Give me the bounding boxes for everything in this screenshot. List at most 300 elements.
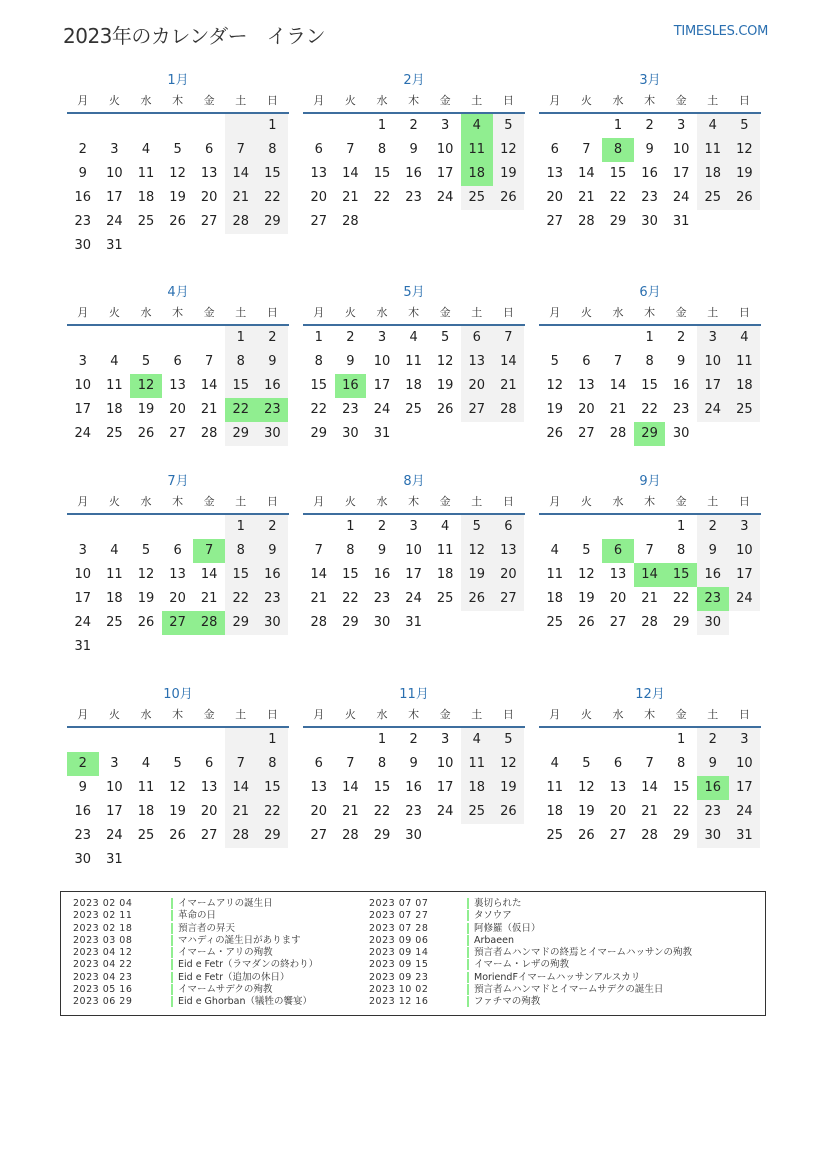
day-cell: 29 [373, 828, 391, 843]
day-cell: 5 [141, 354, 151, 369]
day-cell: 20 [169, 591, 186, 606]
empty-cell [193, 515, 225, 539]
day-cell: 3 [377, 330, 387, 345]
empty-cell [130, 848, 162, 872]
day-cell: 1 [257, 728, 289, 752]
empty-cell [539, 114, 571, 138]
day-cell: 18 [461, 776, 493, 800]
weekday-label: 金 [203, 708, 215, 721]
empty-cell [539, 728, 571, 752]
day-cell: 3 [78, 354, 87, 369]
weekday-header [67, 90, 289, 114]
holiday-entry [369, 959, 692, 971]
day-cell: 1 [225, 515, 257, 539]
weekday-label: 火 [108, 495, 120, 508]
day-cell: 16 [74, 190, 92, 205]
day-cell: 7 [613, 354, 623, 369]
month-name: 7月 [167, 474, 189, 489]
holiday-day-cell: 16 [697, 776, 729, 800]
empty-cell [162, 515, 194, 539]
day-cell: 29 [609, 214, 627, 229]
day-cell: 16 [405, 780, 422, 795]
holiday-entry [73, 935, 318, 947]
day-cell: 2 [645, 118, 654, 133]
day-cell: 10 [74, 567, 92, 582]
day-cell: 11 [436, 543, 454, 558]
weekday-label: 月 [77, 495, 89, 508]
weekday-label: 土 [707, 708, 719, 721]
holiday-name: ファチマの殉教 [474, 996, 541, 1008]
day-cell: 4 [110, 354, 119, 369]
weekday-label: 水 [612, 708, 624, 721]
holiday-date: 2023 07 28 [369, 922, 429, 934]
empty-cell [130, 234, 162, 258]
weekday-label: 火 [580, 495, 592, 508]
month-calendar [303, 473, 525, 635]
day-cell: 3 [441, 732, 450, 747]
holiday-day-cell: 15 [665, 563, 697, 587]
holiday-marker [171, 935, 173, 946]
day-cell: 13 [609, 567, 627, 582]
day-cell: 19 [169, 190, 186, 205]
empty-cell [162, 234, 194, 258]
day-cell: 8 [225, 350, 257, 374]
day-cell: 27 [310, 828, 328, 843]
day-cell: 10 [729, 539, 761, 563]
weekday-label: 土 [471, 495, 483, 508]
day-cell: 10 [729, 752, 761, 776]
day-cell: 27 [609, 615, 627, 630]
weekday-label: 金 [439, 94, 451, 107]
day-cell: 6 [550, 142, 559, 157]
day-cell: 7 [225, 752, 257, 776]
holiday-entry [73, 947, 318, 959]
empty-cell [162, 728, 194, 752]
day-cell: 23 [405, 190, 422, 205]
holiday-entry [369, 923, 692, 935]
day-cell: 1 [257, 114, 289, 138]
day-cell: 24 [672, 190, 690, 205]
day-cell: 26 [578, 615, 595, 630]
empty-cell [130, 635, 162, 659]
empty-cell [225, 234, 257, 258]
day-cell: 3 [110, 142, 119, 157]
weekday-label: 日 [266, 94, 278, 107]
day-cell: 21 [225, 800, 257, 824]
empty-cell [99, 515, 131, 539]
weekday-label: 土 [707, 495, 719, 508]
day-cell: 3 [110, 756, 119, 771]
day-cell: 3 [677, 118, 686, 133]
day-cell: 23 [342, 402, 359, 417]
day-cell: 18 [729, 374, 761, 398]
weekday-label: 月 [77, 94, 89, 107]
holiday-date: 2023 12 16 [369, 996, 429, 1008]
holiday-entry [369, 947, 692, 959]
day-cell: 9 [409, 756, 418, 771]
day-cell: 17 [697, 374, 729, 398]
holiday-entry [369, 935, 692, 947]
day-cell: 30 [74, 238, 92, 253]
day-cell: 14 [578, 166, 595, 181]
weekday-label: 月 [313, 495, 325, 508]
holiday-day-cell: 6 [602, 539, 634, 563]
day-cell: 22 [257, 800, 289, 824]
day-cell: 1 [377, 732, 387, 747]
empty-cell [602, 326, 634, 350]
holiday-name: MoriendFイマームハッサンアルスカリ [474, 971, 641, 983]
day-cell: 6 [205, 756, 214, 771]
day-cell: 23 [373, 591, 391, 606]
empty-cell [193, 635, 225, 659]
day-cell: 15 [672, 780, 690, 795]
day-cell: 31 [106, 852, 123, 867]
day-cell: 9 [645, 142, 654, 157]
day-cell: 26 [578, 828, 595, 843]
day-cell: 19 [546, 402, 564, 417]
day-cell: 11 [546, 780, 564, 795]
day-cell: 19 [137, 402, 155, 417]
weekday-label: 木 [408, 94, 420, 107]
day-cell: 26 [461, 587, 493, 611]
day-cell: 3 [78, 543, 87, 558]
day-cell: 28 [641, 828, 658, 843]
holiday-name: Arbaeen [474, 934, 514, 946]
holiday-marker [467, 972, 469, 983]
month-calendar [67, 686, 289, 872]
site-link[interactable]: TIMESLES.COM [673, 24, 768, 39]
day-cell: 5 [582, 543, 591, 558]
day-grid [67, 515, 289, 659]
day-cell: 18 [436, 567, 454, 582]
day-cell: 10 [697, 350, 729, 374]
day-cell: 30 [672, 426, 690, 441]
weekday-label: 月 [549, 708, 561, 721]
day-cell: 4 [141, 756, 151, 771]
day-cell: 1 [346, 519, 355, 534]
holiday-name: マハディの誕生日があります [178, 934, 301, 946]
weekday-label: 木 [172, 708, 184, 721]
holiday-column-right [369, 898, 692, 1009]
day-cell: 16 [405, 166, 422, 181]
day-cell: 8 [677, 543, 686, 558]
day-grid [67, 114, 289, 258]
day-cell: 19 [137, 591, 155, 606]
day-cell: 26 [436, 402, 454, 417]
empty-cell [193, 848, 225, 872]
day-cell: 6 [173, 354, 182, 369]
weekday-header [303, 704, 525, 728]
holiday-marker [467, 959, 469, 970]
day-cell: 18 [546, 591, 564, 606]
holiday-marker [171, 923, 173, 934]
weekday-label: 火 [344, 708, 356, 721]
day-cell: 11 [461, 752, 493, 776]
empty-cell [193, 326, 225, 350]
empty-cell [335, 114, 367, 138]
day-cell: 16 [697, 563, 729, 587]
day-cell: 12 [436, 354, 454, 369]
holiday-marker [171, 898, 173, 909]
day-cell: 30 [405, 828, 422, 843]
weekday-label: 日 [738, 94, 750, 107]
empty-cell [429, 824, 461, 848]
holiday-day-cell: 18 [461, 162, 493, 186]
day-cell: 19 [729, 162, 761, 186]
empty-cell [225, 635, 257, 659]
day-cell: 15 [342, 567, 359, 582]
day-cell: 1 [314, 330, 323, 345]
empty-cell [602, 515, 634, 539]
holiday-date: 2023 04 23 [73, 971, 133, 983]
day-cell: 21 [641, 804, 658, 819]
day-cell: 12 [169, 780, 186, 795]
holiday-name: イマーム・アリの殉教 [178, 947, 273, 959]
day-cell: 31 [74, 639, 92, 654]
day-cell: 17 [436, 780, 454, 795]
day-grid [67, 728, 289, 872]
day-cell: 18 [137, 190, 155, 205]
day-cell: 20 [200, 190, 218, 205]
day-cell: 2 [697, 515, 729, 539]
day-cell: 19 [461, 563, 493, 587]
holiday-day-cell: 4 [461, 114, 493, 138]
holiday-name: イマーム・レザの殉教 [474, 959, 570, 971]
holiday-date: 2023 05 16 [73, 984, 133, 996]
holiday-date: 2023 09 14 [369, 947, 429, 959]
holiday-entry [369, 910, 692, 922]
day-cell: 20 [609, 591, 627, 606]
holiday-entry [369, 898, 692, 910]
weekday-label: 火 [580, 306, 592, 319]
page-title: 2023年のカレンダー イラン [63, 24, 326, 48]
day-cell: 25 [546, 828, 564, 843]
empty-cell [303, 728, 335, 752]
day-cell: 12 [461, 539, 493, 563]
day-cell: 31 [373, 426, 391, 441]
day-cell: 13 [609, 780, 627, 795]
weekday-label: 木 [172, 94, 184, 107]
weekday-header [303, 302, 525, 326]
empty-cell [493, 422, 525, 446]
day-cell: 17 [74, 591, 92, 606]
day-cell: 20 [578, 402, 595, 417]
empty-cell [99, 635, 131, 659]
day-cell: 20 [169, 402, 186, 417]
day-cell: 8 [645, 354, 654, 369]
weekday-label: 月 [313, 708, 325, 721]
day-cell: 13 [546, 166, 564, 181]
day-cell: 1 [225, 326, 257, 350]
weekday-label: 木 [644, 306, 656, 319]
empty-cell [461, 210, 493, 234]
day-cell: 7 [205, 354, 214, 369]
day-cell: 20 [609, 804, 627, 819]
empty-cell [493, 210, 525, 234]
day-cell: 10 [74, 378, 92, 393]
empty-cell [461, 422, 493, 446]
weekday-label: 日 [738, 306, 750, 319]
holiday-day-cell: 22 [225, 398, 257, 422]
day-cell: 28 [609, 426, 627, 441]
day-cell: 20 [546, 190, 564, 205]
day-grid [539, 114, 761, 234]
day-cell: 22 [225, 587, 257, 611]
weekday-header [67, 302, 289, 326]
holiday-date: 2023 10 02 [369, 984, 429, 996]
day-cell: 19 [436, 378, 454, 393]
day-cell: 27 [200, 214, 218, 229]
empty-cell [429, 422, 461, 446]
weekday-label: 金 [203, 306, 215, 319]
empty-cell [303, 114, 335, 138]
day-cell: 1 [645, 330, 654, 345]
day-cell: 17 [436, 166, 454, 181]
holiday-entry [73, 959, 318, 971]
month-name: 5月 [403, 285, 425, 300]
day-cell: 27 [493, 587, 525, 611]
day-cell: 17 [729, 776, 761, 800]
holiday-entry [369, 996, 692, 1008]
holiday-date: 2023 02 04 [73, 898, 133, 909]
empty-cell [257, 848, 289, 872]
month-name: 2月 [403, 73, 425, 88]
day-cell: 2 [257, 515, 289, 539]
day-cell: 13 [200, 166, 218, 181]
weekday-label: 金 [675, 306, 687, 319]
day-cell: 21 [493, 374, 525, 398]
day-cell: 22 [641, 402, 658, 417]
weekday-header [303, 90, 525, 114]
holiday-day-cell: 8 [602, 138, 634, 162]
day-cell: 1 [677, 732, 686, 747]
day-cell: 30 [257, 422, 289, 446]
day-cell: 21 [310, 591, 328, 606]
day-cell: 24 [697, 398, 729, 422]
day-cell: 4 [550, 756, 559, 771]
weekday-label: 土 [235, 708, 247, 721]
day-cell: 20 [200, 804, 218, 819]
day-cell: 8 [377, 756, 387, 771]
day-cell: 9 [257, 350, 289, 374]
day-cell: 30 [257, 611, 289, 635]
empty-cell [162, 848, 194, 872]
holiday-date: 2023 09 06 [369, 934, 429, 946]
weekday-label: 日 [266, 708, 278, 721]
holiday-day-cell: 2 [67, 752, 99, 776]
empty-cell [634, 728, 666, 752]
weekday-label: 金 [439, 495, 451, 508]
month-name: 9月 [639, 474, 661, 489]
day-cell: 8 [257, 138, 289, 162]
holiday-entry [73, 898, 318, 910]
day-cell: 4 [441, 519, 450, 534]
weekday-label: 水 [612, 94, 624, 107]
weekday-label: 木 [644, 94, 656, 107]
holiday-day-cell: 14 [634, 563, 666, 587]
day-cell: 6 [613, 756, 623, 771]
weekday-label: 土 [707, 94, 719, 107]
weekday-label: 月 [549, 94, 561, 107]
weekday-label: 日 [738, 495, 750, 508]
day-cell: 8 [346, 543, 355, 558]
empty-cell [130, 326, 162, 350]
month-name: 4月 [167, 285, 189, 300]
day-cell: 29 [342, 615, 359, 630]
empty-cell [429, 210, 461, 234]
empty-cell [225, 848, 257, 872]
day-cell: 24 [106, 214, 123, 229]
holiday-name: イマームアリの誕生日 [178, 898, 273, 909]
empty-cell [729, 422, 761, 446]
month-calendar [303, 72, 525, 234]
day-cell: 7 [346, 142, 355, 157]
empty-cell [257, 234, 289, 258]
holiday-marker [171, 996, 173, 1007]
empty-cell [193, 114, 225, 138]
day-cell: 4 [729, 326, 761, 350]
day-cell: 26 [169, 828, 186, 843]
day-cell: 5 [582, 756, 591, 771]
weekday-label: 水 [612, 495, 624, 508]
day-cell: 14 [342, 166, 359, 181]
day-cell: 19 [493, 776, 525, 800]
day-cell: 14 [200, 378, 218, 393]
day-cell: 15 [609, 166, 627, 181]
day-cell: 29 [257, 824, 289, 848]
day-cell: 2 [409, 732, 418, 747]
empty-cell [571, 326, 603, 350]
month-calendar [67, 284, 289, 446]
day-cell: 19 [578, 591, 595, 606]
day-cell: 25 [546, 615, 564, 630]
day-cell: 13 [169, 567, 186, 582]
empty-cell [162, 114, 194, 138]
day-cell: 21 [342, 804, 359, 819]
month-calendar [539, 72, 761, 234]
day-cell: 12 [578, 567, 595, 582]
day-cell: 2 [257, 326, 289, 350]
holiday-date: 2023 04 22 [73, 959, 133, 971]
holiday-date: 2023 02 11 [73, 910, 133, 922]
day-cell: 8 [257, 752, 289, 776]
day-cell: 8 [225, 539, 257, 563]
day-grid [539, 728, 761, 848]
day-cell: 15 [373, 166, 391, 181]
weekday-label: 水 [376, 94, 388, 107]
holiday-date: 2023 02 18 [73, 922, 133, 934]
day-cell: 24 [729, 800, 761, 824]
day-cell: 13 [578, 378, 595, 393]
day-cell: 27 [609, 828, 627, 843]
day-cell: 9 [377, 543, 387, 558]
empty-cell [493, 824, 525, 848]
day-cell: 26 [729, 186, 761, 210]
weekday-label: 水 [140, 708, 152, 721]
weekday-label: 金 [203, 495, 215, 508]
day-cell: 25 [729, 398, 761, 422]
day-cell: 24 [74, 615, 92, 630]
day-cell: 21 [225, 186, 257, 210]
day-cell: 28 [310, 615, 328, 630]
holiday-day-cell: 11 [461, 138, 493, 162]
day-cell: 18 [106, 591, 123, 606]
day-grid [303, 326, 525, 446]
day-cell: 12 [729, 138, 761, 162]
day-cell: 11 [137, 166, 155, 181]
weekday-header [67, 491, 289, 515]
weekday-label: 月 [313, 94, 325, 107]
